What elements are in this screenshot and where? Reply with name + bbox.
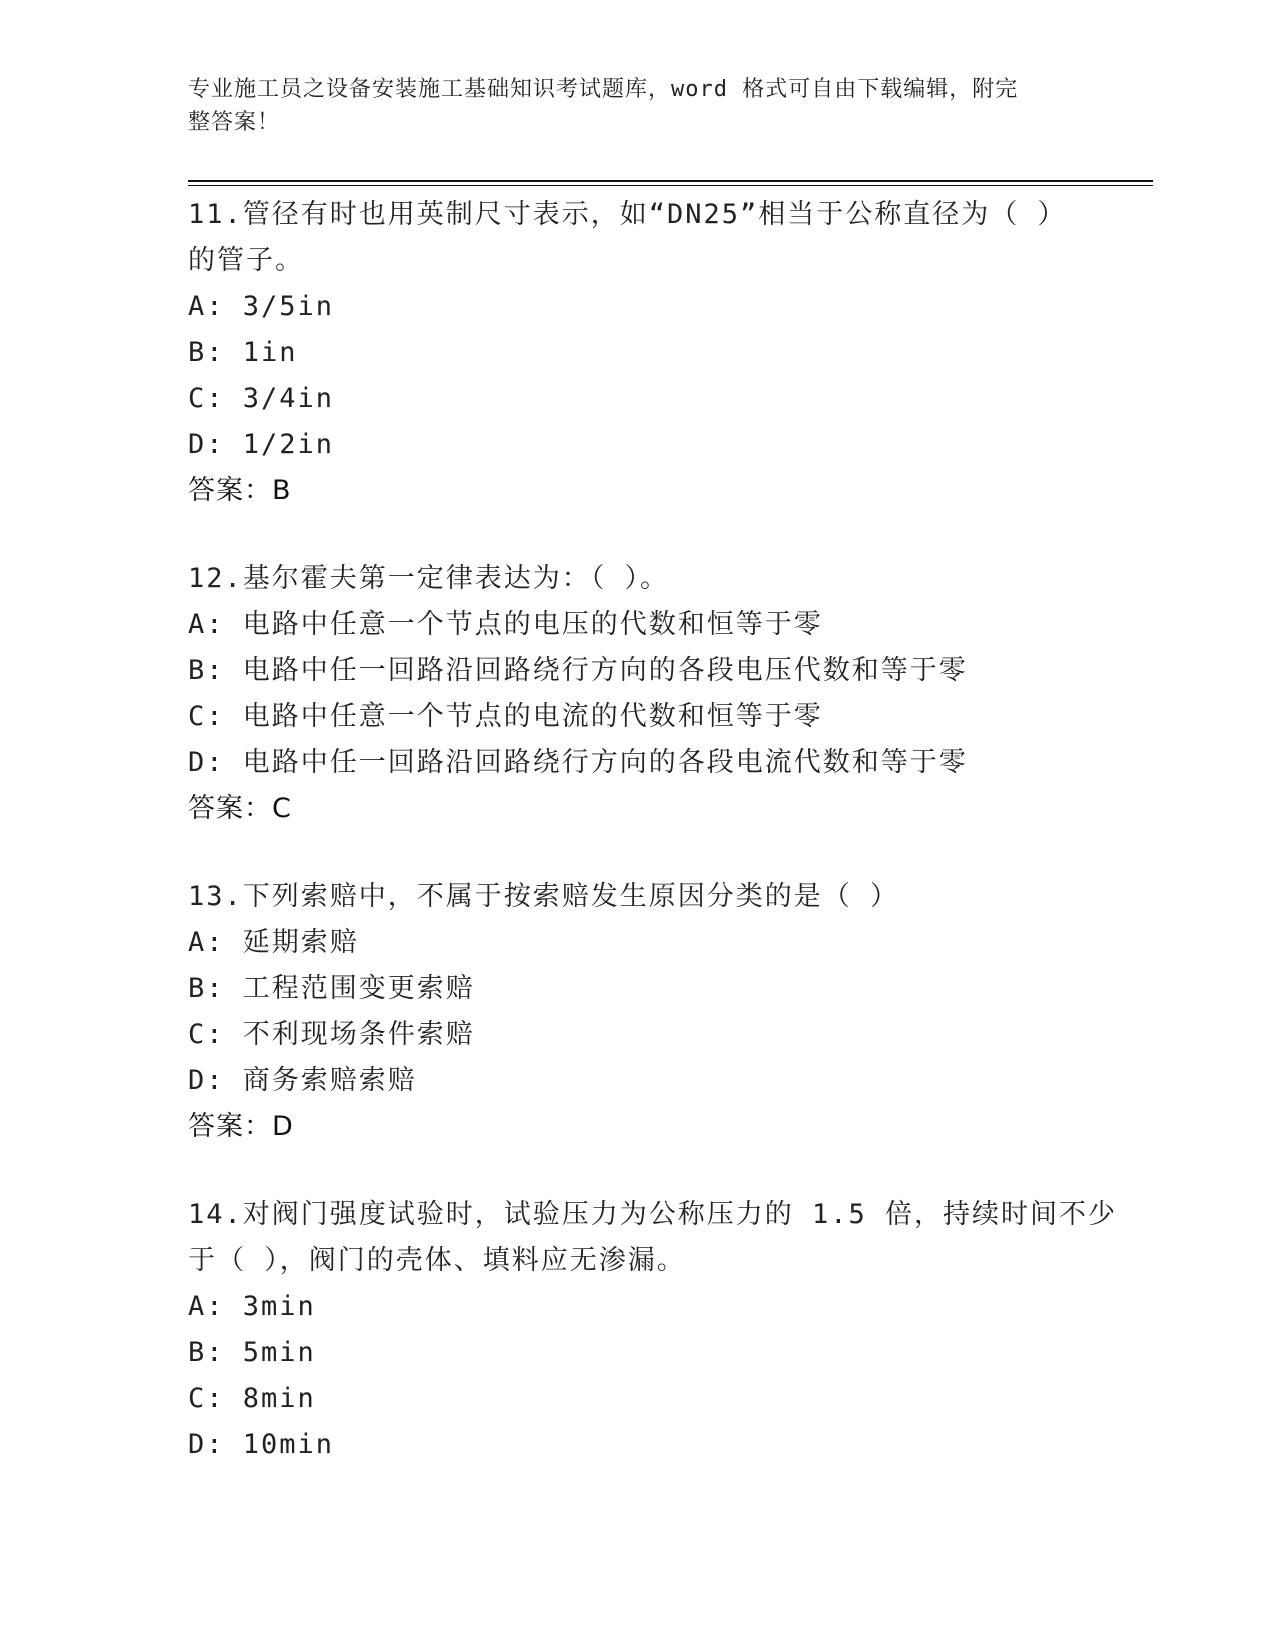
header-divider-thick [188, 180, 1153, 182]
question-14 [188, 1192, 1118, 1468]
answer: 答案：C [188, 793, 292, 824]
option-c: C: 3/4in [188, 383, 335, 414]
spacer [188, 1150, 1088, 1192]
question-stem: 12.基尔霍夫第一定律表达为：（ ）。 [188, 563, 670, 594]
question-12 [188, 556, 1088, 832]
question-stem-continued: 的管子。 [188, 245, 304, 276]
option-a: A: 电路中任意一个节点的电压的代数和恒等于零 [188, 609, 823, 640]
option-b: B: 工程范围变更索赔 [188, 973, 475, 1004]
option-d: D: 10min [188, 1429, 335, 1460]
question-13 [188, 874, 1088, 1150]
question-list [188, 192, 1118, 1468]
option-d: D: 电路中任一回路沿回路绕行方向的各段电流代数和等于零 [188, 747, 968, 778]
option-a: A: 延期索赔 [188, 927, 359, 958]
question-stem-continued: 于（ ），阀门的壳体、填料应无渗漏。 [188, 1245, 686, 1276]
header-divider-thin [188, 185, 1153, 186]
spacer [188, 514, 1088, 556]
option-a: A: 3/5in [188, 291, 335, 322]
option-c: C: 电路中任意一个节点的电流的代数和恒等于零 [188, 701, 823, 732]
question-stem: 11.管径有时也用英制尺寸表示，如“DN25”相当于公称直径为（ ） [188, 199, 1067, 230]
header-line-2: 整答案！ [188, 110, 281, 135]
option-b: B: 5min [188, 1337, 316, 1368]
option-d: D: 商务索赔索赔 [188, 1065, 417, 1096]
spacer [188, 832, 1088, 874]
question-11 [188, 192, 1088, 514]
option-c: C: 不利现场条件索赔 [188, 1019, 475, 1050]
option-d: D: 1/2in [188, 429, 335, 460]
option-b: B: 电路中任一回路沿回路绕行方向的各段电压代数和等于零 [188, 655, 968, 686]
question-stem: 14.对阀门强度试验时，试验压力为公称压力的 1.5 倍，持续时间不少 [188, 1199, 1118, 1230]
header-line-1: 专业施工员之设备安装施工基础知识考试题库，word 格式可自由下载编辑，附完 [188, 77, 1019, 102]
question-stem: 13.下列索赔中，不属于按索赔发生原因分类的是（ ） [188, 881, 900, 912]
answer: 答案：D [188, 1111, 294, 1142]
option-c: C: 8min [188, 1383, 316, 1414]
option-a: A: 3min [188, 1291, 316, 1322]
option-b: B: 1in [188, 337, 298, 368]
answer: 答案：B [188, 475, 292, 506]
document-header [188, 73, 1068, 139]
